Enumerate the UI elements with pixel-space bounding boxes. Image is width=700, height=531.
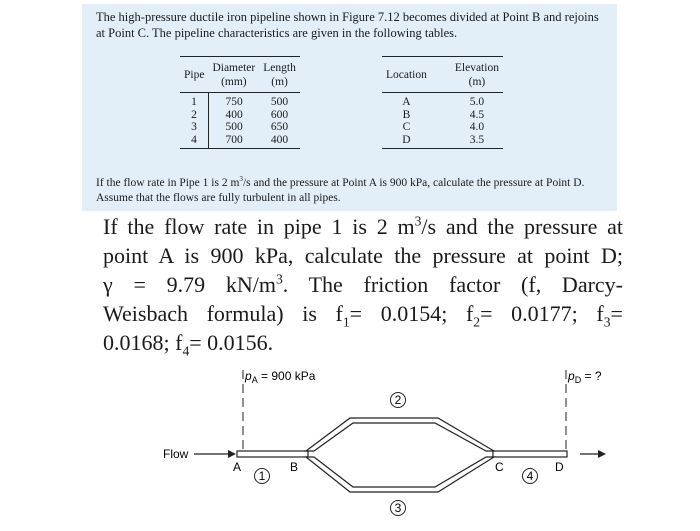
problem-line-5: 0.0168; $f_4= 0.0156$. [103,330,274,359]
inflow-arrowhead [228,450,236,458]
pipe-4-number: 4 [526,469,534,483]
header-elevation: Elevation (m) [454,62,499,88]
textbook-excerpt [82,4,617,211]
problem-statement [103,212,623,357]
pressure-d-label: $p_D$ = ? [568,369,602,385]
problem-line-2: point A is 900 kPa, calculate the pressure at point D; [103,243,623,268]
pipe-2 [306,418,494,451]
table-row: B 4.5 [402,108,485,121]
flow-label: Flow [163,447,189,461]
pressure-a-label: $p_A = 900$ kPa [245,369,316,385]
table-row: A 5.0 [402,96,485,108]
outflow-arrowhead [598,450,606,458]
pipe-1-number: 1 [258,469,266,483]
header-diameter: Diameter (mm) [212,62,256,88]
pipe-characteristics-table [180,56,300,149]
location-elevation-table [382,56,503,149]
header-pipe: Pipe [184,69,205,81]
table-row: 2 400 600 [191,108,289,121]
header-location: Location [386,69,427,81]
pipe-3-number: 3 [394,501,402,515]
point-c-label: C [495,460,504,474]
point-b-label: B [290,460,299,474]
question-text: If the flow rate in Pipe 1 is 2 $m^3/s$ and the pressure at Point A is 900 kPa, calculate the pressure at Point D. Assume that the flows are fully turbulent in all pipes. [96,175,585,204]
pipe-2-number: 2 [394,393,402,407]
table-row: 1 750 500 [180,93,300,109]
table-row: 3 500 650 [191,121,289,133]
problem-line-4: Weisbach formula) is $f_1= 0.0154$; $f_2= 0.0177$; $f_3=$ [103,301,623,330]
problem-line-1: If the flow rate in pipe 1 is 2 $m^3/s$ and the pressure at [103,213,623,239]
pipe-1 [237,451,308,457]
intro-text: The high-pressure ductile iron pipeline shown in Figure 7.12 becomes divided at Point B and rejoins at Point C. The pipeline characteristics are given in the following tables. [96,10,599,40]
problem-line-3: γ = 9.79 $kN/m^3$. The friction factor (f, Darcy- [103,271,624,297]
pipe-4 [493,451,567,457]
table-row: 4 700 400 [180,134,300,149]
pipeline-figure [0,360,700,531]
table-row: C 4.0 [402,121,485,133]
header-length: Length (m) [263,62,296,88]
table-row: D 3.5 [402,133,485,146]
point-a-label: A [233,460,242,474]
point-d-label: D [555,460,564,474]
pipe-3 [306,457,494,492]
